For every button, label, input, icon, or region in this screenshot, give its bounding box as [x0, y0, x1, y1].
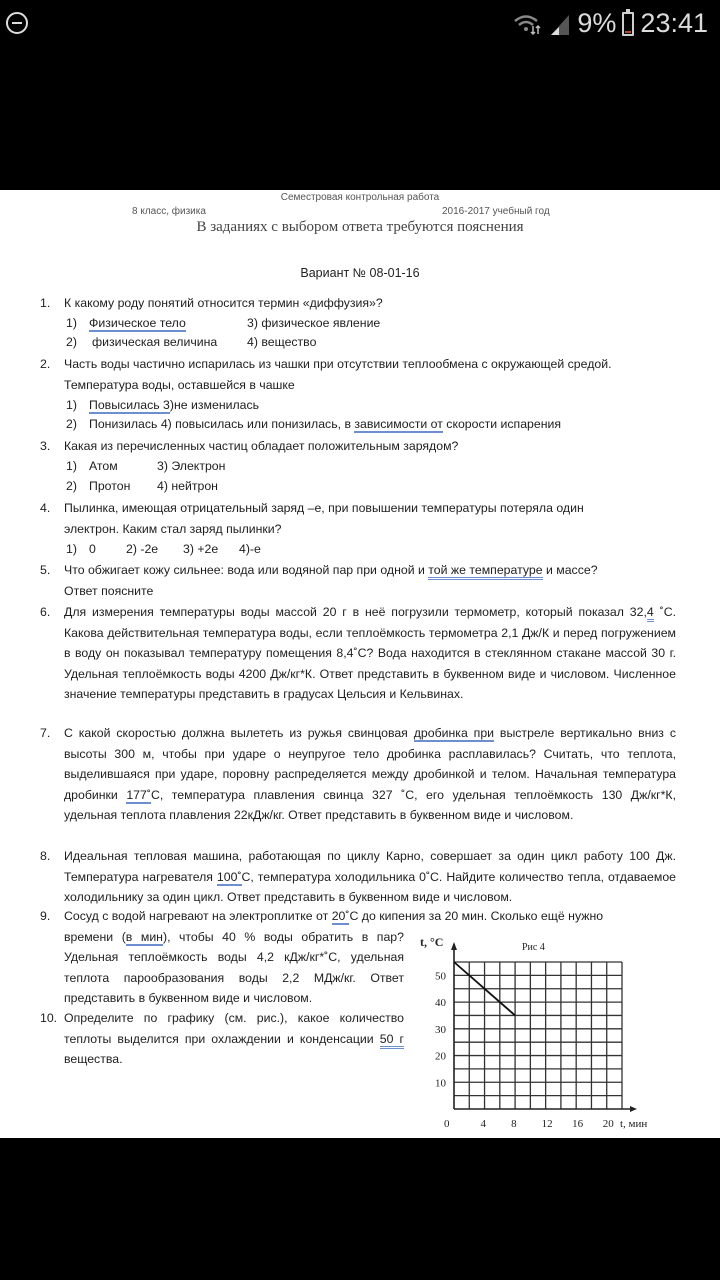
text-segment: С, температура холодильника 0˚С. Найдите количество тепла, отдаваемое холодильнику за один цикл. Ответ представить в буквенном виде и числовом.: [64, 869, 676, 904]
question-1: [40, 293, 680, 314]
question-text-cont: электрон. Каким стал заряд пылинки?: [64, 521, 282, 536]
underlined-text: 50 г: [380, 1032, 404, 1049]
battery-fill: [625, 31, 631, 33]
question-number: 4.: [40, 501, 51, 515]
y-axis-arrow: [451, 942, 457, 950]
question-text: Какая из перечисленных частиц обладает положительным зарядом?: [64, 439, 459, 453]
viewer-bottom-area: [0, 1138, 720, 1280]
option-text: зависимости от: [354, 417, 443, 431]
text-segment: С какой скоростью должна вылететь из ружья свинцовая: [64, 726, 414, 740]
option-2: 2) -2е: [126, 542, 159, 556]
option-text: )не изменилась: [169, 398, 260, 412]
option-3: 3) физическое явление: [247, 316, 381, 330]
option-num: 1): [66, 316, 77, 330]
option-1: [89, 316, 186, 330]
signal-icon: [549, 13, 571, 35]
wifi-data-icon: [513, 12, 543, 36]
question-2: [40, 354, 680, 395]
status-bar: [0, 0, 720, 52]
question-number: 6.: [40, 605, 51, 619]
option-num: 1): [66, 459, 77, 473]
option-num: 1): [66, 542, 77, 556]
text-segment: С до кипения за 20 мин. Сколько ещё нужно: [349, 909, 604, 923]
option-1-3: [89, 398, 259, 412]
option-1: Атом: [89, 459, 118, 473]
question-text: [64, 846, 676, 908]
text-segment: Идеальная тепловая машина, работающая по циклу Карно, совершает за один цикл работу 100 Дж. Температура нагревателя: [64, 849, 676, 884]
question-text: Часть воды частично испарилась из чашки при отсутствии теплообмена с окружающей средой.: [64, 357, 612, 371]
question-number: 7.: [40, 726, 51, 740]
header-top: Семестровая контрольная работа: [280, 192, 440, 203]
question-text: Пылинка, имеющая отрицательный заряд –е, при повышении температуры потеряла один: [64, 501, 584, 515]
y-tick-label: 10: [435, 1077, 446, 1090]
text-segment: Для измерения температуры воды массой 20 г в неё погрузили термометр, который показал 32,: [64, 605, 647, 619]
question-4: [40, 498, 676, 539]
text-segment: и массе?: [542, 563, 598, 577]
option-3: 3) +2е: [183, 542, 219, 556]
question-number: 1.: [40, 296, 51, 310]
underlined-text: в мин: [125, 929, 163, 944]
question-text: [64, 723, 676, 826]
option-num: 1): [66, 398, 77, 412]
question-text-cont: Ответ поясните: [64, 583, 154, 598]
document-title: В заданиях с выбором ответа требуются пояснения: [196, 219, 524, 235]
battery-icon: [622, 12, 634, 36]
x-tick-label: 0: [444, 1118, 450, 1130]
chart-ticks: [435, 970, 614, 1130]
text-segment: ˚С. Какова действительная температура воды, если теплоёмкость термометра 2,1 Дж/К и перед погружением в воду он показывал температуру помещения 8,4˚С? Вода находится в стеклянном стакане массой 30 г. Удельная теплоёмкость воды 4200 Дж/кг*К. Ответ представить в буквенном виде и числовом. Численное значение температуры представить в градусах Цельсия и Кельвинах.: [64, 605, 676, 701]
y-tick-label: 40: [435, 997, 446, 1010]
chart-axes: [451, 942, 637, 1112]
text-segment: вещества.: [64, 1052, 123, 1066]
question-number: 8.: [40, 849, 51, 863]
question-number: 5.: [40, 563, 51, 577]
question-number: 3.: [40, 439, 51, 453]
clock: 23:41: [640, 8, 708, 38]
question-10: [40, 1008, 404, 1070]
option-num: 2): [66, 417, 77, 431]
underlined-text: той же температуре: [428, 563, 542, 580]
question-text-cont: [64, 927, 404, 1009]
underlined-text: дробинка при: [413, 726, 495, 740]
question-text: К какому роду понятий относится термин «диффузия»?: [64, 296, 383, 310]
variant-label: Вариант № 08-01-16: [300, 266, 420, 280]
do-not-disturb-icon: [6, 12, 28, 34]
question-text-cont: Температура воды, оставшейся в чашке: [64, 377, 295, 392]
y-axis-label: t, °С: [420, 935, 444, 949]
x-axis-label: t, мин: [620, 1118, 648, 1130]
question-number: 10.: [40, 1011, 58, 1025]
question-text: [64, 560, 680, 581]
temperature-graph: [412, 930, 682, 1138]
question-text: [64, 602, 676, 705]
option-num: 2): [66, 479, 77, 493]
header-left: 8 класс, физика: [132, 206, 206, 217]
y-tick-label: 20: [435, 1050, 446, 1063]
question-3: [40, 436, 680, 457]
question-number: 9.: [40, 909, 51, 923]
text-segment: С, температура плавления свинца 327 ˚С, его удельная теплоёмкость 130 Дж/кг*К, удельная теплота плавления 22кДж/кг. Ответ представить в буквенном виде и числовом.: [64, 787, 676, 822]
x-tick-label: 16: [572, 1118, 584, 1130]
option-text: Физическое тело: [89, 316, 186, 330]
text-segment: Сосуд с водой нагревают на электроплитке от: [64, 909, 332, 923]
x-tick-label: 20: [602, 1118, 614, 1130]
chart-title: Рис 4: [522, 942, 545, 953]
x-axis-arrow: [630, 1106, 637, 1112]
y-tick-label: 50: [435, 970, 446, 983]
status-icons: [513, 8, 708, 39]
option-2: физическая величина: [92, 335, 218, 349]
question-8: [40, 846, 676, 908]
option-num: 2): [66, 335, 77, 349]
question-6: [40, 602, 676, 705]
question-text: [64, 906, 676, 927]
option-text: Повысилась 3: [89, 398, 170, 412]
underlined-text: 177˚: [126, 787, 151, 802]
option-2-4: [89, 417, 561, 431]
battery-percent: 9%: [577, 8, 617, 38]
document-image: [0, 190, 720, 1138]
x-tick-label: 12: [541, 1118, 553, 1130]
underlined-text: 100˚: [216, 869, 242, 884]
chart-svg: [412, 930, 682, 1138]
underlined-text: 20˚: [331, 909, 350, 923]
text-segment: ), чтобы 40 % воды обратить в пар? Удельная теплоёмкость воды 4,2 кДж/кг*˚С, удельная теплота парообразования воды 2,2 МДж/кг. Ответ представить в буквенном виде и числовом.: [64, 929, 404, 1005]
header-right: 2016-2017 учебный год: [442, 206, 550, 217]
option-3: 3) Электрон: [157, 459, 226, 473]
text-segment: Определите по графику (см. рис.), какое количество теплоты выделится при охлаждении и конденсации: [64, 1011, 404, 1046]
question-7: [40, 723, 676, 826]
question-number: 2.: [40, 357, 51, 371]
option-4: 4) нейтрон: [157, 479, 218, 493]
option-text: Понизилась 4) повысилась или понизилась, в: [89, 417, 355, 431]
option-2: Протон: [89, 479, 131, 493]
option-4: 4) вещество: [247, 335, 317, 349]
option-text: скорости испарения: [442, 417, 562, 431]
text-segment: времени (: [64, 929, 126, 944]
underlined-text: 4: [647, 605, 654, 622]
x-tick-label: 8: [511, 1118, 517, 1130]
x-tick-label: 4: [480, 1118, 487, 1130]
y-tick-label: 30: [435, 1023, 446, 1036]
question-text: [64, 1008, 404, 1070]
option-1: 0: [89, 542, 96, 556]
question-5: [40, 560, 680, 601]
text-segment: Что обжигает кожу сильнее: вода или водяной пар при одной и: [64, 563, 429, 577]
text-segment: выстреле вертикально вниз с высоты 300 м, чтобы при ударе о неупругое тело дробинка расплавилась? Считать, что теплота, выделившаяся при ударе, поровну распределяется между дробинкой и телом. Начальная температура дробинки: [64, 726, 676, 802]
option-4: 4)-е: [239, 542, 261, 556]
